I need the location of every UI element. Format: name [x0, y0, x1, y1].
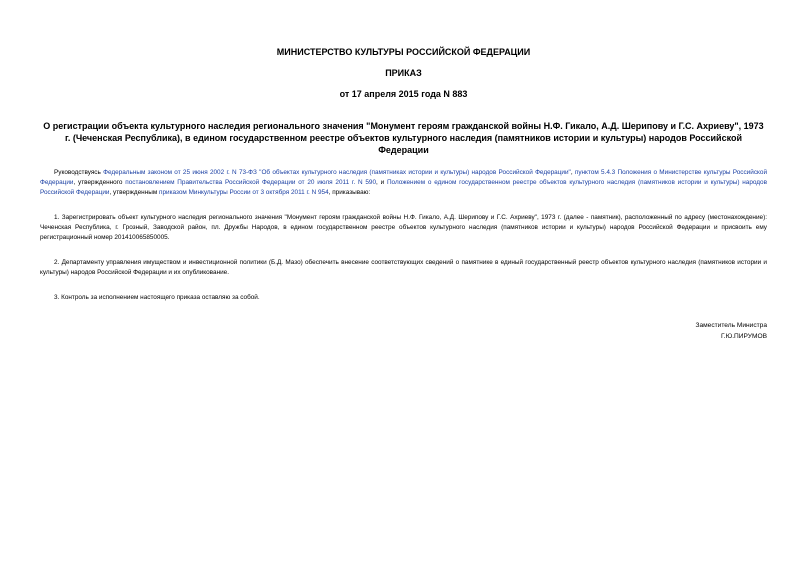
- document-type: ПРИКАЗ: [385, 68, 422, 78]
- registry-regulation-link[interactable]: Положением о едином государственном реестре объектов культурного наследия (памятников истории и культуры) народов Российской Федерации: [40, 179, 767, 196]
- document-body: [40, 168, 767, 318]
- document-title: О регистрации объекта культурного наследия регионального значения "Монумент героям гражданской войны Н.Ф. Гикало, А.Д. Шерипову и Г.С. Ахриеву", 1973 г. (Чеченская Республика), в едином государственном реестре объектов культурного наследия (памятников истории и культуры) народов Российской Федерации: [43, 121, 764, 155]
- document-date-number: от 17 апреля 2015 года N 883: [339, 89, 468, 99]
- order-item-2: 2. Департаменту управления имуществом и инвестиционной политики (Б.Д. Мазо) обеспечить внесение соответствующих сведений о памятнике в единый государственный реестр объектов культурного наследия (памятников истории и культуры) народов Российской Федерации и их опубликование.: [40, 259, 767, 276]
- preamble-text-3: , утвержденного: [73, 179, 126, 186]
- order-item-3: 3. Контроль за исполнением настоящего приказа оставляю за собой.: [54, 294, 260, 301]
- signer-name: Г.Ю.ПИРУМОВ: [720, 333, 767, 340]
- ministry-regulation-link[interactable]: пунктом 5.4.3 Положения о Министерстве культуры Российской Федерации: [40, 169, 768, 186]
- ministry-order-link[interactable]: приказом Минкультуры России от 3 октября 2011 г. N 954: [158, 189, 329, 196]
- signature-block: [695, 320, 767, 342]
- preamble-text-4: , и: [376, 179, 387, 186]
- preamble-text-6: , приказываю:: [328, 189, 371, 196]
- order-item-1: 1. Зарегистрировать объект культурного наследия регионального значения "Монумент героям гражданской войны Н.Ф. Гикало, А.Д. Шерипову и Г.С. Ахриеву", 1973 г. (далее - памятник), расположенный по адресу (местонахождение): Чеченская Республика, г. Грозный, Заводской район, пл. Дружбы Народов, в едином государственном реестре объектов культурного наследия (памятников истории и культуры) народов Российской Федерации и присвоить ему регистрационный номер 201410065850005.: [40, 214, 767, 241]
- preamble-text-1: Руководствуясь: [54, 169, 104, 176]
- preamble-text-2: ,: [570, 169, 575, 176]
- government-decree-link[interactable]: постановлением Правительства Российской Федерации от 20 июля 2011 г. N 590: [125, 179, 377, 186]
- preamble-text-5: , утвержденным: [109, 189, 159, 196]
- signer-position: Заместитель Министра: [695, 322, 767, 329]
- preamble-paragraph: [40, 168, 767, 198]
- federal-law-link[interactable]: Федеральным законом от 25 июня 2002 г. N 73-ФЗ "Об объектах культурного наследия (памятниках истории и культуры) народов Российской Федерации": [103, 169, 571, 176]
- ministry-name: МИНИСТЕРСТВО КУЛЬТУРЫ РОССИЙСКОЙ ФЕДЕРАЦИИ: [276, 47, 531, 57]
